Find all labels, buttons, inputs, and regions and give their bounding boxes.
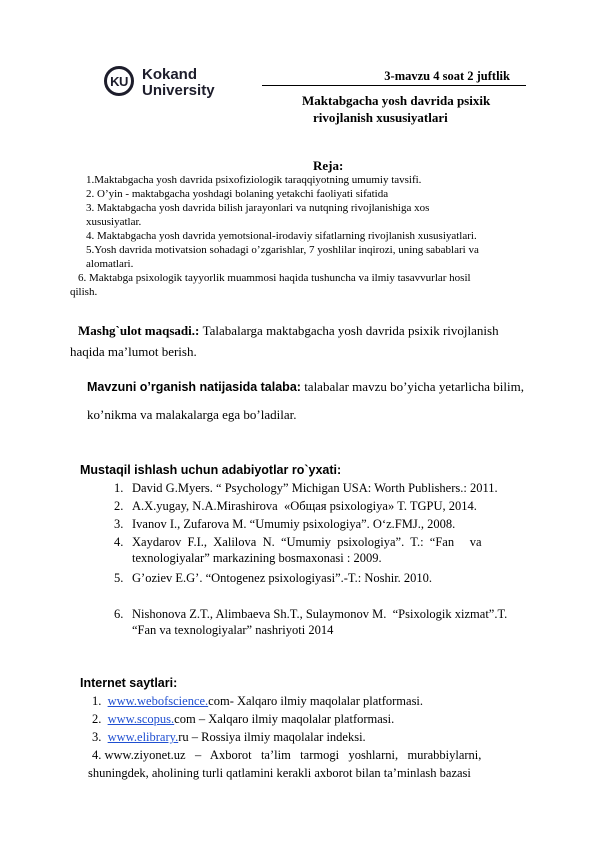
kokand-university-logo <box>104 66 234 100</box>
literature-item-line: G’oziev E.G’. “Ontogenez psixologiyasi”.-T.: Noshir. 2010. <box>132 571 433 585</box>
item-number: 1. <box>92 694 102 708</box>
goal-text-line2: haqida ma’lumot berish. <box>70 344 197 359</box>
literature-item-line: texnologiyalar” markazining bosmaxonasi : 2009. <box>132 551 382 565</box>
goal-text-line1: Talabalarga maktabgacha yosh davrida psixik rivojlanish <box>202 323 499 338</box>
ku-logo-mark: KU <box>104 66 134 96</box>
logo-word-university: University <box>142 82 215 99</box>
internet-item-4-line1: 4. www.ziyonet.uz – Axborot ta’lim tarmogi yoshlarni, murabbiylarni, <box>92 748 482 762</box>
site-description: ru – Rossiya ilmiy maqolalar indeksi. <box>178 730 366 744</box>
item-number: 5. <box>114 571 124 585</box>
internet-heading <box>80 674 177 692</box>
item-number: 6. <box>114 607 124 621</box>
topic-line: 3-mavzu 4 soat 2 juftlik <box>262 69 526 86</box>
plan-item: 4. Maktabgacha yosh davrida yemotsional-irodaviy sifatlarning rivojlanish xususiyatlari. <box>86 230 477 242</box>
plan-heading: Reja: <box>313 158 344 173</box>
literature-item-line: Ivanov I., Zufarova M. “Umumiy psixologiya”. O‘z.FMJ., 2008. <box>132 517 456 531</box>
plan-item: 5.Yosh davrida motivatsion sohadagi o’zgarishlar, 7 yoshlilar inqirozi, uning sabablari va <box>86 244 479 256</box>
page-title-line2: rivojlanish xususiyatlari <box>313 110 448 125</box>
literature-item-line: Xaydarov F.I., Xalilova N. “Umumiy psixologiya”. T.: “Fan va <box>132 535 482 549</box>
goal-label: Mashg`ulot maqsadi <box>78 323 192 338</box>
literature-item-line: David G.Myers. “ Psychology” Michigan USA: Worth Publishers.: 2011. <box>132 481 498 495</box>
plan-item-cont: qilish. <box>70 286 98 298</box>
plan-item-cont: xususiyatlar. <box>86 216 142 228</box>
site-link-webofscience[interactable]: www.webofscience. <box>107 694 209 708</box>
plan-item-cont: alomatlari. <box>86 258 134 270</box>
plan-item: 1.Maktabgacha yosh davrida psixofiziologik taraqqiyotning umumiy tavsifi. <box>86 174 422 186</box>
result-text-line1: talabalar mavzu bo’yicha yetarlicha bilim, <box>300 379 525 394</box>
internet-item <box>92 729 366 745</box>
literature-item-line: Nishonova Z.T., Alimbaeva Sh.T., Sulaymonov M. “Psixologik xizmat”.T. <box>132 607 508 621</box>
plan-item: 3. Maktabgacha yosh davrida bilish jarayonlari va nutqning rivojlanishiga xos <box>86 202 430 214</box>
goal-sep: .: <box>191 323 203 338</box>
item-number: 1. <box>114 481 124 495</box>
plan-item: 6. Maktabga psixologik tayyorlik muammosi haqida tushuncha va ilmiy tasavvurlar hosil <box>78 272 471 284</box>
literature-item-line: A.X.yugay, N.A.Mirashirova «Общая psixologiya» T. TGPU, 2014. <box>132 499 477 513</box>
internet-item <box>92 693 423 709</box>
site-link-elibrary[interactable]: www.elibrary. <box>107 730 179 744</box>
result-text-line2: ko’nikma va malakalarga ega bo’ladilar. <box>87 407 297 422</box>
site-link-scopus[interactable]: www.scopus. <box>107 712 175 726</box>
item-number: 4. <box>114 535 124 549</box>
plan-item: 2. O’yin - maktabgacha yoshdagi bolaning yetakchi faoliyati sifatida <box>86 188 389 200</box>
logo-word-kokand: Kokand <box>142 66 198 83</box>
internet-item <box>92 711 394 727</box>
item-number: 2. <box>92 712 102 726</box>
goal-paragraph <box>78 320 499 341</box>
literature-item-line: “Fan va texnologiyalar” nashriyoti 2014 <box>132 623 334 637</box>
item-number: 3. <box>92 730 102 744</box>
result-label: Mavzuni o’rganish natijasida talaba: <box>87 380 301 394</box>
site-description: com- Xalqaro ilmiy maqolalar platformasi. <box>208 694 424 708</box>
item-number: 3. <box>114 517 124 531</box>
item-number: 2. <box>114 499 124 513</box>
internet-heading-text: Internet saytlari: <box>80 676 178 690</box>
internet-item-4-line2: shuningdek, aholining turli qatlamini kerakli axborot bilan ta’minlash bazasi <box>88 766 471 780</box>
literature-heading <box>80 459 341 481</box>
literature-heading-text: Mustaqil ishlash uchun adabiyotlar ro`yxati: <box>80 463 342 477</box>
result-paragraph <box>87 376 524 398</box>
site-description: com – Xalqaro ilmiy maqolalar platformasi. <box>174 712 395 726</box>
page-title-line1: Maktabgacha yosh davrida psixik <box>302 93 491 108</box>
